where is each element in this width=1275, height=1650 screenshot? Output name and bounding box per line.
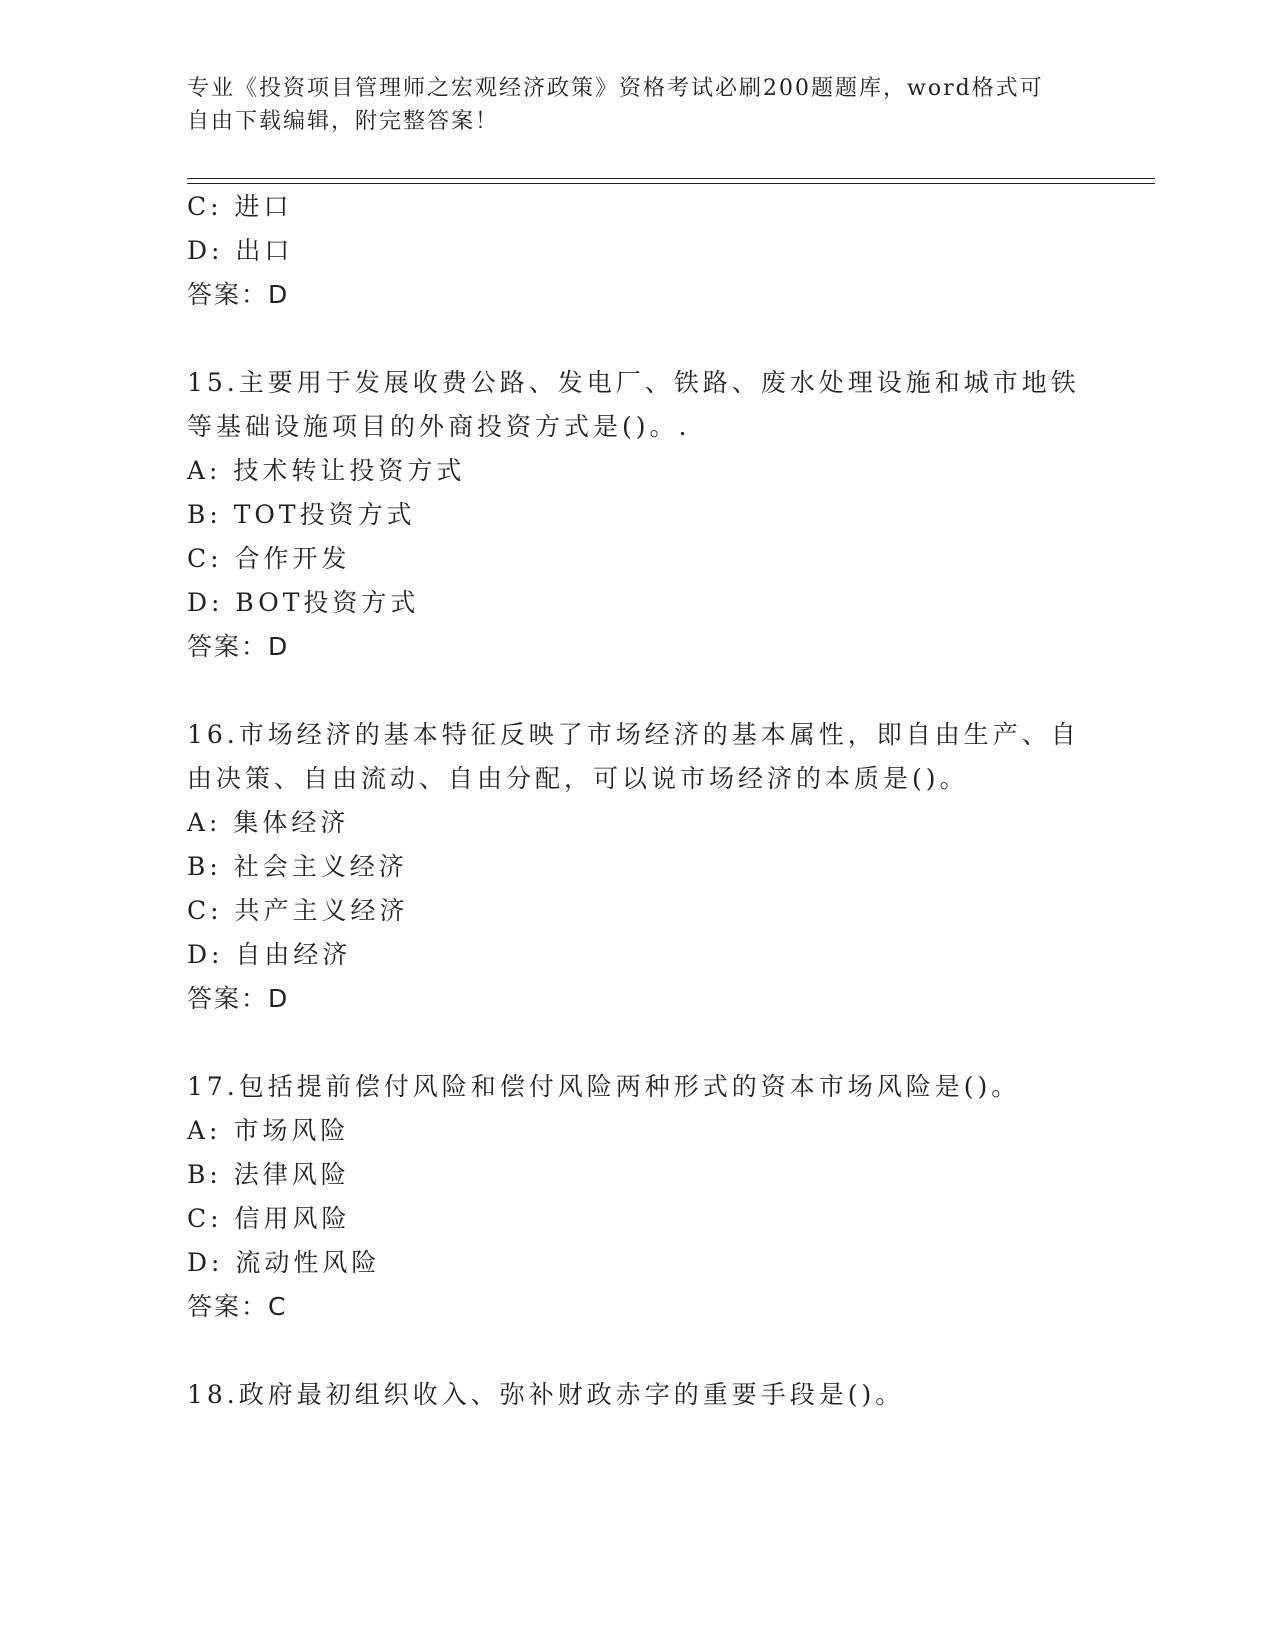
q17-option-a: A: 市场风险 [187,1116,350,1145]
q14-answer: 答案：D [187,280,290,309]
q15-option-a: A: 技术转让投资方式 [187,456,466,485]
q15-option-c: C: 合作开发 [187,544,351,573]
header-title-line-1: 专业《投资项目管理师之宏观经济政策》资格考试必刷200题题库，word格式可 [187,76,1044,101]
q16-option-d: D: 自由经济 [187,940,352,969]
q14-option-d: D: 出口 [187,236,294,265]
header-divider-bottom [187,183,1155,184]
document-header [187,72,1087,138]
q15-option-d: D: BOT投资方式 [187,588,420,617]
q16-option-c: C: 共产主义经济 [187,896,409,925]
q16-answer: 答案：D [187,984,290,1013]
header-title-line-2: 自由下载编辑，附完整答案！ [187,109,500,134]
q14-option-c: C: 进口 [187,192,293,221]
q15-answer: 答案：D [187,632,290,661]
q16-option-b: B: 社会主义经济 [187,852,408,881]
header-divider-top [187,178,1155,179]
q16-stem-line-1: 16.市场经济的基本特征反映了市场经济的基本属性，即自由生产、自 [187,720,1080,749]
q15-stem-line-1: 15.主要用于发展收费公路、发电厂、铁路、废水处理设施和城市地铁 [187,368,1080,397]
q17-answer: 答案：C [187,1292,288,1321]
q15-stem-line-2: 等基础设施项目的外商投资方式是()。. [187,412,691,441]
q16-stem-line-2: 由决策、自由流动、自由分配，可以说市场经济的本质是()。 [187,764,969,793]
q17-option-b: B: 法律风险 [187,1160,350,1189]
q17-option-c: C: 信用风险 [187,1204,351,1233]
q17-stem-line-1: 17.包括提前偿付风险和偿付风险两种形式的资本市场风险是()。 [187,1072,1021,1101]
q16-option-a: A: 集体经济 [187,808,350,837]
q18-stem-line-1: 18.政府最初组织收入、弥补财政赤字的重要手段是()。 [187,1380,905,1409]
q17-option-d: D: 流动性风险 [187,1248,381,1277]
q15-option-b: B: TOT投资方式 [187,500,416,529]
